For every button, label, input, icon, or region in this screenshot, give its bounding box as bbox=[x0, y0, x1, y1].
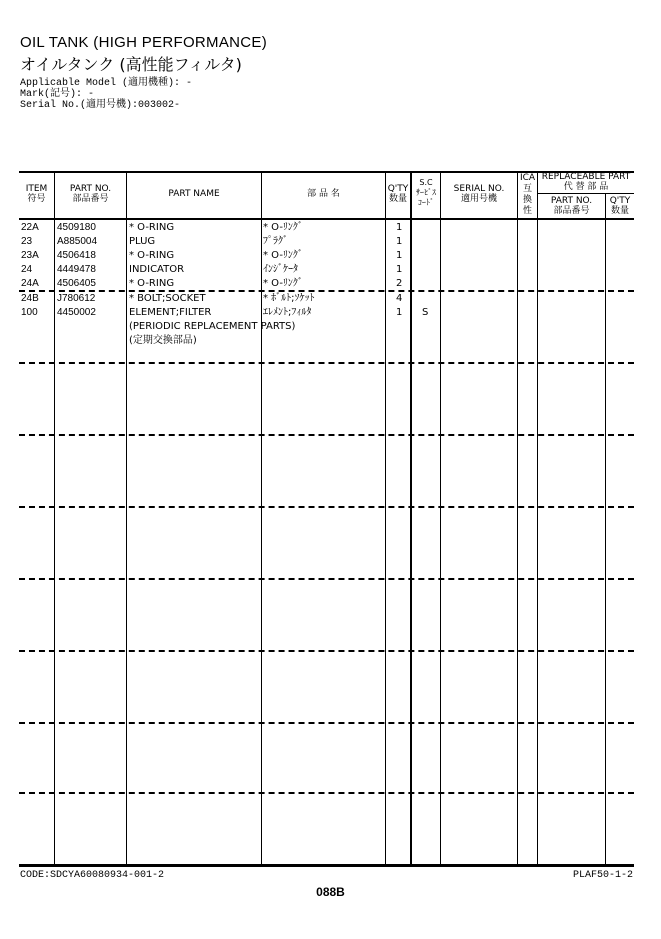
row-qty: 2 bbox=[396, 278, 403, 289]
row-item: 100 bbox=[21, 307, 38, 318]
footer-plaf: PLAF50-1-2 bbox=[572, 870, 633, 881]
hdr-repl-partno-en: PART NO. bbox=[550, 196, 593, 206]
header-bottom-border bbox=[19, 218, 634, 220]
row-qty: 1 bbox=[396, 236, 403, 247]
dashed-separator bbox=[19, 290, 634, 292]
row-part-no: 4449478 bbox=[57, 264, 96, 275]
row-part-name: INDICATOR bbox=[129, 264, 185, 275]
row-part-name-ja: * ﾎﾞﾙﾄ;ｿｹｯﾄ bbox=[263, 293, 315, 304]
row-part-no: A885004 bbox=[57, 236, 98, 247]
row-part-no: 4506418 bbox=[57, 250, 96, 261]
col-divider bbox=[440, 171, 441, 867]
row-part-name-ja: * O-ﾘﾝｸﾞ bbox=[263, 278, 303, 289]
hdr-qty-ja: 数量 bbox=[388, 194, 407, 204]
repl-subheader-line bbox=[537, 193, 634, 194]
hdr-repl-qty bbox=[606, 196, 634, 216]
hdr-sc-ja1: ｻｰﾋﾞｽ bbox=[416, 188, 436, 197]
page-number: 088B bbox=[316, 885, 345, 899]
hdr-repl-ja: 代 替 部 品 bbox=[563, 182, 609, 192]
col-divider bbox=[537, 171, 538, 867]
table-bottom-border bbox=[19, 864, 634, 867]
hdr-ica-ja1: 互 bbox=[522, 184, 532, 194]
row-part-no: 4509180 bbox=[57, 222, 96, 233]
hdr-serial-en: SERIAL NO. bbox=[453, 184, 505, 194]
row-part-no: J780612 bbox=[57, 293, 96, 304]
col-divider bbox=[385, 171, 386, 867]
row-part-no: 4450002 bbox=[57, 307, 96, 318]
footer-code: CODE:SDCYA60080934-001-2 bbox=[20, 870, 165, 881]
hdr-item-ja: 符号 bbox=[27, 194, 46, 204]
applicable-model: Applicable Model (適用機種): - bbox=[20, 78, 193, 89]
row-item: 22A bbox=[21, 222, 39, 233]
hdr-serial bbox=[441, 184, 517, 204]
dashed-separator bbox=[19, 650, 634, 652]
row-item: 24A bbox=[21, 278, 39, 289]
hdr-ica-en: ICA bbox=[519, 173, 536, 183]
dashed-separator bbox=[19, 578, 634, 580]
hdr-repl-en: REPLACEABLE PART bbox=[541, 172, 631, 182]
col-divider bbox=[410, 171, 412, 867]
hdr-part-name-ja: 部 品 名 bbox=[307, 189, 340, 199]
hdr-item-en: ITEM bbox=[25, 184, 48, 194]
row-qty: 1 bbox=[396, 264, 403, 275]
col-divider bbox=[54, 171, 55, 867]
dashed-separator bbox=[19, 792, 634, 794]
row-part-name-ja: * O-ﾘﾝｸﾞ bbox=[263, 250, 303, 261]
hdr-part-no bbox=[55, 184, 126, 204]
row-part-name-ja: ｴﾚﾒﾝﾄ;ﾌｨﾙﾀ bbox=[263, 307, 312, 318]
row-part-name-ja: ｲﾝｼﾞｹｰﾀ bbox=[263, 264, 298, 275]
hdr-part-no-ja: 部品番号 bbox=[72, 194, 109, 204]
hdr-sc-en: S.C bbox=[419, 178, 433, 187]
row-item: 23 bbox=[21, 236, 33, 247]
hdr-part-name: PART NAME bbox=[168, 189, 220, 199]
hdr-repl-partno-ja: 部品番号 bbox=[553, 206, 590, 216]
col-divider bbox=[126, 171, 127, 867]
hdr-serial-ja: 適用号機 bbox=[460, 194, 497, 204]
hdr-qty bbox=[386, 184, 410, 204]
title-en: OIL TANK (HIGH PERFORMANCE) bbox=[20, 34, 268, 51]
col-divider bbox=[605, 193, 606, 867]
row-part-name: * O-RING bbox=[129, 278, 175, 289]
col-divider bbox=[261, 171, 262, 867]
hdr-item bbox=[19, 184, 54, 204]
col-divider bbox=[517, 171, 518, 867]
row-qty: 1 bbox=[396, 307, 403, 318]
title-ja: オイルタンク (高性能フィルタ) bbox=[20, 55, 242, 74]
row-part-name: ELEMENT;FILTER bbox=[129, 307, 212, 318]
row-service-code: S bbox=[422, 307, 429, 318]
hdr-ica-ja2: 換 bbox=[522, 195, 532, 205]
serial-range: Serial No.(適用号機):003002- bbox=[20, 100, 181, 111]
parts-table bbox=[19, 171, 634, 867]
hdr-replaceable bbox=[538, 172, 634, 192]
dashed-separator bbox=[19, 722, 634, 724]
row-qty: 1 bbox=[396, 250, 403, 261]
mark: Mark(記号): - bbox=[20, 89, 95, 100]
periodic-note-ja: (定期交換部品) bbox=[129, 335, 197, 346]
row-part-name-ja: * O-ﾘﾝｸﾞ bbox=[263, 222, 303, 233]
hdr-repl-qty-ja: 数量 bbox=[610, 206, 629, 216]
hdr-sc-ja2: ｺｰﾄﾞ bbox=[418, 198, 434, 207]
row-part-no: 4506405 bbox=[57, 278, 96, 289]
dashed-separator bbox=[19, 362, 634, 364]
row-qty: 4 bbox=[396, 293, 403, 304]
row-qty: 1 bbox=[396, 222, 403, 233]
hdr-ica-ja3: 性 bbox=[522, 206, 532, 216]
hdr-ica bbox=[518, 173, 537, 217]
hdr-qty-en: Q'TY bbox=[387, 184, 409, 194]
hdr-part-no-en: PART NO. bbox=[69, 184, 112, 194]
row-part-name: * O-RING bbox=[129, 222, 175, 233]
row-item: 24B bbox=[21, 293, 39, 304]
row-part-name-ja: ﾌﾟﾗｸﾞ bbox=[263, 236, 288, 247]
row-part-name: * O-RING bbox=[129, 250, 175, 261]
periodic-note-en: (PERIODIC REPLACEMENT PARTS) bbox=[129, 321, 296, 332]
hdr-repl-qty-en: Q'TY bbox=[609, 196, 631, 206]
row-part-name: PLUG bbox=[129, 236, 156, 247]
dashed-separator bbox=[19, 434, 634, 436]
row-item: 23A bbox=[21, 250, 39, 261]
hdr-sc bbox=[412, 178, 440, 208]
dashed-separator bbox=[19, 506, 634, 508]
hdr-repl-part-no bbox=[538, 196, 605, 216]
row-item: 24 bbox=[21, 264, 33, 275]
row-part-name: * BOLT;SOCKET bbox=[129, 293, 206, 304]
